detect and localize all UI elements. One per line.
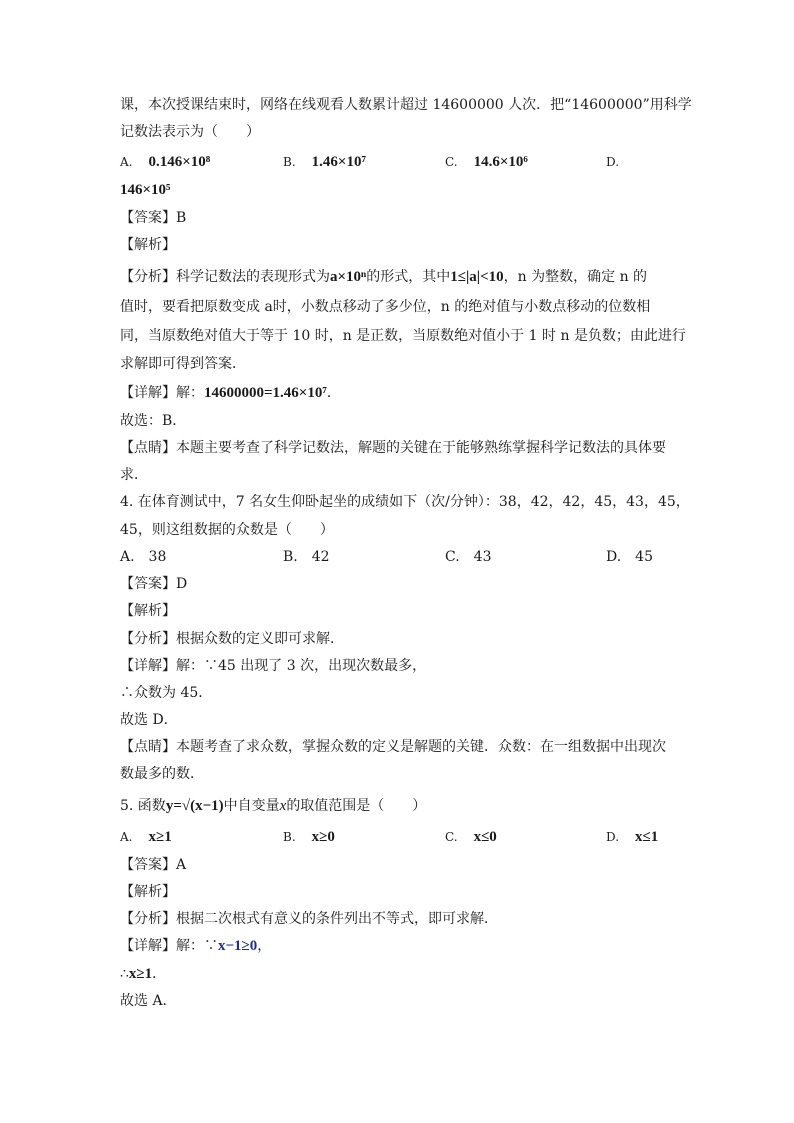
q3-fenxi-line-1: [120, 267, 647, 287]
q3-dianjing-line-2: 求．: [120, 467, 148, 483]
formula: 14600000=1.46×10⁷: [204, 385, 327, 401]
text: ．: [152, 966, 167, 982]
option-label: C.: [445, 155, 458, 169]
q3-fenxi-line-2: 值时，要看把原数变成 a时，小数点移动了多少位，n 的绝对值与小数点移动的位数相: [120, 299, 651, 315]
q3-fenxi-line-4: 求解即可得到答案．: [120, 356, 246, 372]
q5-analysis-heading: 【解析】: [120, 884, 176, 900]
text: ∴: [120, 966, 129, 982]
formula: 1≤|a|<10: [450, 269, 504, 285]
q3-analysis-heading: 【解析】: [120, 237, 176, 253]
q4-answer: 【答案】D: [120, 576, 188, 592]
q3-dianjing-line-1: 【点睛】本题主要考查了科学记数法，解题的关键在于能够熟练掌握科学记数法的具体要: [120, 440, 666, 456]
text: ．: [326, 385, 341, 401]
option-label: B.: [283, 155, 296, 169]
option-formula: 1.46×10⁷: [311, 154, 366, 170]
option-formula: x≥0: [311, 829, 335, 845]
text: 的取值范围是（ ）: [286, 798, 427, 814]
q3-option-d-label: [606, 152, 635, 172]
option-formula: x≤0: [473, 829, 497, 845]
q3-option-d: [120, 180, 171, 200]
q3-answer: 【答案】B: [120, 210, 187, 226]
q5-option-c: [445, 827, 497, 847]
option-label: D.: [606, 830, 620, 844]
option-formula: x≥1: [148, 829, 172, 845]
q4-stem-line-2: 45，则这组数据的众数是（ ）: [120, 522, 334, 538]
q4-dianjing-line-2: 数最多的数．: [120, 766, 204, 782]
q4-detail-line-1: 【详解】解：∵45 出现了 3 次，出现次数最多，: [120, 658, 427, 674]
q4-choose: 故选 D．: [120, 712, 178, 728]
q5-option-b: [283, 827, 335, 847]
q4-fenxi: 【分析】根据众数的定义即可求解．: [120, 631, 344, 647]
formula: a×10ⁿ: [330, 269, 367, 285]
q3-option-c: [445, 152, 528, 172]
text: 的形式，其中: [366, 269, 451, 285]
q3-stem-line-1: 课，本次授课结束时，网络在线观看人数累计超过 14600000 人次．把“14600000”用科学: [120, 97, 692, 113]
q4-option-a: A. 38: [120, 549, 167, 565]
option-formula: 146×10⁵: [120, 182, 171, 198]
q3-choose: 故选：B．: [120, 413, 187, 429]
text: ，n 为整数，确定 n 的: [503, 269, 648, 285]
q5-option-d: [606, 827, 658, 847]
q4-option-b: B. 42: [283, 549, 330, 565]
formula: x−1≥0: [218, 938, 258, 954]
q4-option-d: D. 45: [606, 549, 653, 565]
option-label: A.: [120, 830, 133, 844]
text: 【详解】解：: [120, 385, 204, 401]
option-formula: x≤1: [635, 829, 659, 845]
q5-choose: 故选 A．: [120, 993, 177, 1009]
option-label: C.: [445, 830, 458, 844]
q5-therefore: [120, 964, 166, 984]
q5-detail: [120, 936, 271, 956]
q5-option-a: [120, 827, 172, 847]
option-formula: 14.6×10⁶: [473, 154, 528, 170]
formula: x≥1: [128, 966, 153, 982]
q3-stem-line-2: 记数法表示为（ ）: [120, 124, 260, 140]
q3-fenxi-line-3: 同，当原数绝对值大于等于 10 时，n 是正数，当原数绝对值小于 1 时 n 是负数；由此进行: [120, 328, 686, 344]
q5-stem: [120, 796, 426, 816]
option-label: A.: [120, 155, 133, 169]
q5-fenxi: 【分析】根据二次根式有意义的条件列出不等式，即可求解．: [120, 911, 498, 927]
q4-option-c: C. 43: [445, 549, 492, 565]
q4-stem-line-1: 4. 在体育测试中，7 名女生仰卧起坐的成绩如下（次/分钟）：38，42，42，45，43，45，: [120, 494, 690, 510]
q3-detail: [120, 383, 341, 403]
q4-analysis-heading: 【解析】: [120, 603, 176, 619]
q4-dianjing-line-1: 【点睛】本题考查了求众数，掌握众数的定义是解题的关键．众数：在一组数据中出现次: [120, 739, 666, 755]
text: 【分析】科学记数法的表现形式为: [120, 269, 330, 285]
q3-option-a: [120, 152, 210, 172]
option-formula: 0.146×10⁸: [148, 154, 211, 170]
option-label: B.: [283, 830, 296, 844]
variable: x: [279, 798, 287, 814]
q5-answer: 【答案】A: [120, 857, 187, 873]
option-label: D.: [606, 155, 620, 169]
text: 5. 函数: [120, 798, 166, 814]
q3-option-b: [283, 152, 366, 172]
text: 【详解】解：∵: [120, 938, 218, 954]
text: ，: [257, 938, 272, 954]
q4-detail-line-2: ∴众数为 45．: [120, 685, 213, 701]
text: 中自变量: [223, 798, 280, 814]
formula: y=√(x−1): [165, 798, 224, 814]
